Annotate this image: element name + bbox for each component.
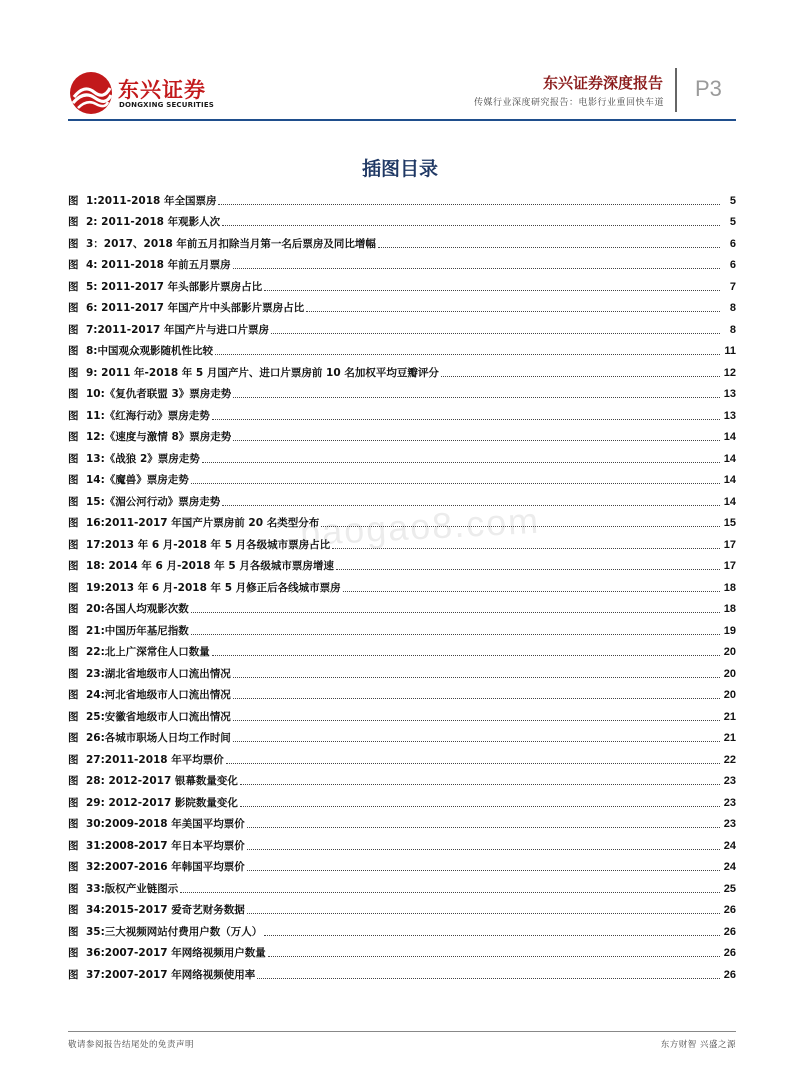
- toc-entry-leader: [306, 310, 720, 312]
- toc-entry-prefix: 图: [68, 581, 79, 594]
- toc-entry[interactable]: [68, 423, 736, 445]
- toc-entry[interactable]: [68, 960, 736, 982]
- toc-entry-page: 17: [723, 538, 736, 551]
- toc-entry[interactable]: [68, 659, 736, 681]
- toc-entry-leader: [247, 848, 720, 850]
- toc-entry-label: 14:《魔兽》票房走势: [86, 474, 189, 486]
- toc-entry-label: 31:2008-2017 年日本平均票价: [86, 839, 245, 852]
- page-number: P3: [695, 76, 722, 101]
- toc-entry-leader: [240, 805, 720, 807]
- toc-entry-page: 22: [723, 753, 736, 766]
- toc-entry-label: 36:2007-2017 年网络视频用户数量: [86, 947, 266, 959]
- toc-entry-leader: [233, 396, 720, 398]
- toc-entry-leader: [257, 977, 720, 979]
- toc-entry[interactable]: [68, 573, 736, 595]
- toc-entry-prefix: 图: [68, 517, 79, 529]
- toc-entry-leader: [271, 332, 720, 334]
- toc-title: 插图目录: [361, 158, 438, 180]
- toc-entry-page: 26: [723, 925, 736, 938]
- toc-entry[interactable]: [68, 294, 736, 316]
- toc-entry-page: 23: [723, 775, 736, 787]
- toc-entry-page: 11: [724, 345, 736, 357]
- toc-entry-page: 26: [723, 968, 736, 981]
- header-rule: [68, 119, 736, 121]
- toc-entry-leader: [191, 482, 720, 484]
- toc-entry-label: 24:河北省地级市人口流出情况: [86, 689, 231, 701]
- toc-entry[interactable]: [68, 681, 736, 703]
- header-divider: [675, 68, 677, 112]
- toc-entry-label: 27:2011-2018 年平均票价: [86, 753, 224, 766]
- toc-entry-label: 10:《复仇者联盟 3》票房走势: [86, 388, 232, 400]
- toc-entry-prefix: 图: [68, 839, 79, 852]
- toc-entry-page: 14: [723, 431, 736, 443]
- toc-entry-leader: [226, 762, 720, 764]
- toc-entry-page: 14: [723, 452, 736, 465]
- toc-entry-prefix: 图: [68, 689, 79, 701]
- toc-entry[interactable]: [68, 616, 736, 638]
- toc-entry-prefix: 图: [68, 603, 79, 615]
- toc-entry[interactable]: [68, 186, 736, 208]
- toc-entry-prefix: 图: [68, 796, 79, 809]
- toc-entry[interactable]: [68, 272, 736, 294]
- toc-entry-leader: [222, 224, 720, 226]
- toc-entry-page: 25: [723, 882, 736, 895]
- toc-entry-prefix: 图: [68, 882, 79, 895]
- toc-entry-prefix: 图: [68, 388, 79, 400]
- toc-entry[interactable]: [68, 917, 736, 939]
- toc-entry-prefix: 图: [68, 474, 79, 486]
- toc-entry-prefix: 图: [68, 710, 79, 723]
- toc-entry-page: 15: [723, 517, 736, 529]
- report-title: 东兴证券深度报告: [542, 74, 663, 92]
- toc-entry-prefix: 图: [68, 323, 79, 336]
- toc-entry[interactable]: [68, 638, 736, 660]
- footer-rule: [68, 1031, 736, 1032]
- toc-entry[interactable]: [68, 853, 736, 875]
- toc-entry-page: 7: [729, 280, 736, 293]
- toc-entry-page: 23: [723, 796, 736, 809]
- toc-entry-page: 6: [729, 237, 736, 250]
- toc-entry-label: 19:2013 年 6 月-2018 年 5 月修正后各线城市票房: [86, 581, 341, 594]
- toc-entry[interactable]: [68, 315, 736, 337]
- toc-entry-prefix: 图: [68, 624, 79, 637]
- toc-entry[interactable]: [68, 208, 736, 230]
- toc-entry-page: 14: [723, 474, 736, 486]
- dongxing-logo-icon: [68, 70, 114, 116]
- toc-entry-label: 4: 2011-2018 年前五月票房: [86, 259, 231, 271]
- toc-entry-label: 32:2007-2016 年韩国平均票价: [86, 861, 245, 873]
- toc-entry-leader: [378, 246, 720, 248]
- toc-entry-page: 5: [729, 194, 736, 207]
- toc-entry-label: 26:各城市职场人日均工作时间: [86, 732, 231, 744]
- footer-slogan: 东方财智 兴盛之源: [660, 1040, 736, 1050]
- toc-entry-label: 6: 2011-2017 年国产片中头部影片票房占比: [86, 302, 305, 314]
- toc-entry-page: 8: [729, 323, 736, 336]
- toc-entry-page: 20: [723, 689, 736, 701]
- toc-entry-page: 6: [729, 259, 736, 271]
- toc-entry-label: 29: 2012-2017 影院数量变化: [86, 796, 238, 809]
- toc-entry-leader: [191, 633, 720, 635]
- toc-entry-prefix: 图: [68, 538, 79, 551]
- toc-entry-page: 13: [723, 409, 736, 422]
- toc-entry-prefix: 图: [68, 495, 79, 508]
- toc-entry-page: 14: [723, 495, 736, 508]
- logo-text-cn: 东兴证券: [118, 78, 206, 102]
- toc-entry-leader: [218, 203, 720, 205]
- toc-entry[interactable]: [68, 444, 736, 466]
- toc-entry-page: 13: [723, 388, 736, 400]
- toc-entry[interactable]: [68, 831, 736, 853]
- toc-entry-label: 2: 2011-2018 年观影人次: [86, 216, 221, 228]
- toc-entry-label: 28: 2012-2017 银幕数量变化: [86, 775, 238, 787]
- toc-entry[interactable]: [68, 487, 736, 509]
- toc-entry[interactable]: [68, 552, 736, 574]
- toc-entry-leader: [233, 439, 720, 441]
- toc-entry-prefix: 图: [68, 194, 79, 207]
- toc-entry[interactable]: [68, 251, 736, 273]
- toc-entry[interactable]: [68, 788, 736, 810]
- toc-entry-label: 22:北上广深常住人口数量: [86, 646, 210, 658]
- toc-entry-page: 21: [723, 732, 736, 744]
- toc-entry-label: 3：2017、2018 年前五月扣除当月第一名后票房及同比增幅: [86, 237, 376, 250]
- toc-entry-label: 20:各国人均观影次数: [86, 603, 189, 615]
- toc-entry-leader: [212, 654, 720, 656]
- toc-entry[interactable]: [68, 595, 736, 617]
- toc-entry-leader: [441, 375, 720, 377]
- toc-entry-leader: [233, 676, 720, 678]
- logo-text-en: DONGXING SECURITIES: [119, 101, 215, 109]
- toc-entry-label: 11:《红海行动》票房走势: [86, 409, 210, 422]
- toc-entry[interactable]: [68, 466, 736, 488]
- toc-entry-label: 7:2011-2017 年国产片与进口片票房: [86, 323, 269, 336]
- toc-entry-leader: [247, 869, 720, 871]
- toc-entry-prefix: 图: [68, 431, 79, 443]
- toc-entry-page: 26: [723, 947, 736, 959]
- toc-entry-page: 19: [723, 624, 736, 637]
- toc-entry-leader: [212, 418, 720, 420]
- toc-entry[interactable]: [68, 724, 736, 746]
- toc-entry-label: 16:2011-2017 年国产片票房前 20 名类型分布: [86, 517, 320, 529]
- toc-entry-page: 26: [723, 904, 736, 916]
- toc-entry-label: 18: 2014 年 6 月-2018 年 5 月各级城市票房增速: [86, 560, 334, 572]
- toc-entry-label: 1:2011-2018 年全国票房: [86, 194, 217, 207]
- footer-disclaimer: 敬请参阅报告结尾处的免责声明: [68, 1040, 195, 1050]
- toc-entry-leader: [215, 353, 720, 355]
- toc-entry-prefix: 图: [68, 560, 79, 572]
- toc-entry-leader: [247, 912, 720, 914]
- toc-entry-prefix: 图: [68, 968, 79, 981]
- toc-entry[interactable]: [68, 337, 736, 359]
- toc-entry-prefix: 图: [68, 775, 79, 787]
- toc-entry-label: 9: 2011 年-2018 年 5 月国产片、进口片票房前 10 名加权平均豆瓣评分: [86, 366, 439, 379]
- toc-entry-label: 34:2015-2017 爱奇艺财务数据: [86, 904, 245, 916]
- toc-entry[interactable]: [68, 380, 736, 402]
- page-header: [0, 0, 800, 125]
- toc-entry-page: 12: [723, 366, 736, 379]
- toc-entry-leader: [233, 740, 720, 742]
- toc-entry[interactable]: [68, 939, 736, 961]
- toc-entry[interactable]: [68, 229, 736, 251]
- toc-entry-leader: [268, 955, 720, 957]
- toc-entry-label: 5: 2011-2017 年头部影片票房占比: [86, 280, 263, 293]
- toc-entry-label: 13:《战狼 2》票房走势: [86, 452, 200, 465]
- toc-entry[interactable]: [68, 810, 736, 832]
- toc-entry-label: 8:中国观众观影随机性比较: [86, 345, 214, 357]
- toc-entry-leader: [264, 934, 720, 936]
- toc-entry-prefix: 图: [68, 667, 79, 680]
- toc-entry-leader: [264, 289, 720, 291]
- toc-entry-leader: [180, 891, 720, 893]
- toc-entry[interactable]: [68, 401, 736, 423]
- toc-entry-prefix: 图: [68, 237, 79, 250]
- toc-entry-page: 24: [723, 839, 736, 852]
- toc-entry-page: 20: [723, 667, 736, 680]
- toc-entry-prefix: 图: [68, 259, 79, 271]
- toc-entry-label: 25:安徽省地级市人口流出情况: [86, 710, 231, 723]
- toc-entry-prefix: 图: [68, 925, 79, 938]
- toc-entry-leader: [240, 783, 720, 785]
- toc-entry-label: 17:2013 年 6 月-2018 年 5 月各级城市票房占比: [86, 538, 331, 551]
- toc-entry[interactable]: [68, 745, 736, 767]
- toc-entry-page: 21: [723, 710, 736, 723]
- toc-entry-leader: [202, 461, 720, 463]
- toc-entry-label: 21:中国历年基尼指数: [86, 624, 189, 637]
- toc-entry[interactable]: [68, 358, 736, 380]
- toc-entry-prefix: 图: [68, 302, 79, 314]
- toc-entry-prefix: 图: [68, 753, 79, 766]
- toc-entry-leader: [191, 611, 720, 613]
- toc-entry-page: 20: [723, 646, 736, 658]
- toc-entry-prefix: 图: [68, 280, 79, 293]
- toc-entry-prefix: 图: [68, 452, 79, 465]
- toc-entry-prefix: 图: [68, 818, 79, 830]
- toc-entry[interactable]: [68, 874, 736, 896]
- toc-entry-leader: [233, 267, 720, 269]
- toc-entry-page: 8: [729, 302, 736, 314]
- toc-entry-page: 23: [723, 818, 736, 830]
- toc-entry-page: 18: [723, 581, 736, 594]
- toc-entry-label: 12:《速度与激情 8》票房走势: [86, 431, 232, 443]
- toc-entry-prefix: 图: [68, 861, 79, 873]
- toc-entry-prefix: 图: [68, 646, 79, 658]
- toc-entry-label: 33:版权产业链图示: [86, 882, 179, 895]
- toc-entry-prefix: 图: [68, 947, 79, 959]
- toc-entry-label: 30:2009-2018 年美国平均票价: [86, 818, 245, 830]
- toc-entry-leader: [343, 590, 720, 592]
- toc-entry-page: 18: [723, 603, 736, 615]
- toc-entry-prefix: 图: [68, 409, 79, 422]
- toc-entry-prefix: 图: [68, 904, 79, 916]
- toc-entry-page: 17: [723, 560, 736, 572]
- toc-entry-leader: [233, 697, 720, 699]
- report-subtitle: 传媒行业深度研究报告：电影行业重回快车道: [473, 98, 664, 108]
- toc-entry-prefix: 图: [68, 216, 79, 228]
- toc-entry[interactable]: [68, 767, 736, 789]
- toc-entry-label: 37:2007-2017 年网络视频使用率: [86, 968, 256, 981]
- toc-list: [68, 186, 736, 982]
- toc-entry[interactable]: [68, 896, 736, 918]
- toc-entry-label: 15:《湄公河行动》票房走势: [86, 495, 221, 508]
- toc-entry-label: 23:湖北省地级市人口流出情况: [86, 667, 231, 680]
- toc-entry-prefix: 图: [68, 732, 79, 744]
- toc-entry-page: 5: [729, 216, 736, 228]
- toc-entry-leader: [336, 568, 720, 570]
- toc-entry-page: 24: [723, 861, 736, 873]
- watermark: baogao8.com: [299, 499, 542, 554]
- toc-entry[interactable]: [68, 702, 736, 724]
- toc-entry-prefix: 图: [68, 366, 79, 379]
- toc-entry-label: 35:三大视频网站付费用户数（万人）: [86, 925, 263, 938]
- toc-entry-prefix: 图: [68, 345, 79, 357]
- toc-entry-leader: [247, 826, 720, 828]
- toc-entry-leader: [233, 719, 720, 721]
